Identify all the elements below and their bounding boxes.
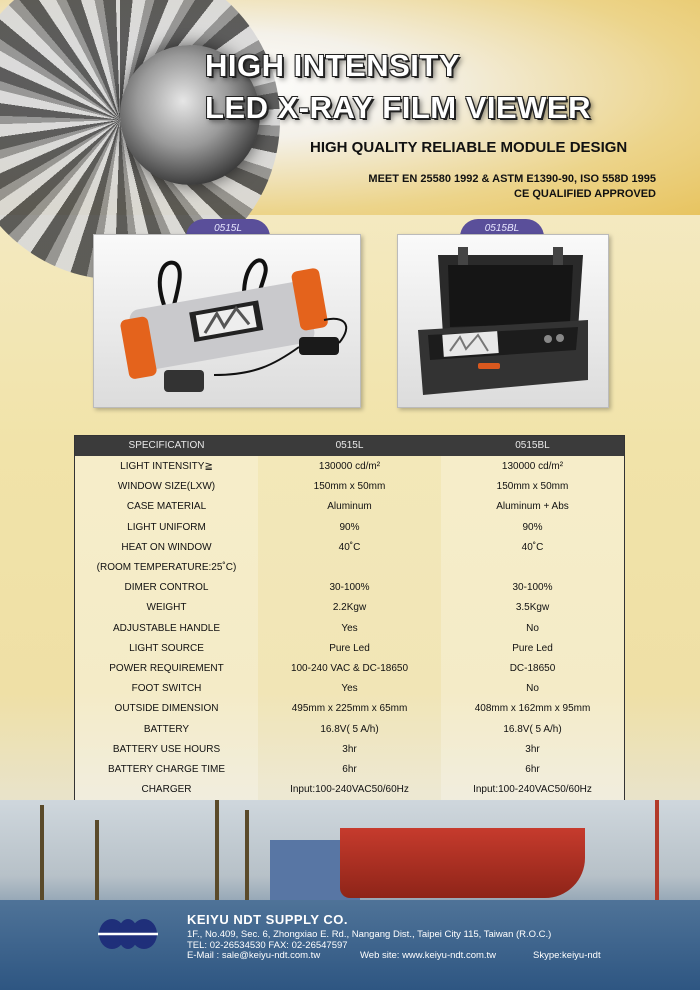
spec-0515bl-cell: 40˚C (521, 541, 544, 553)
spec-0515l-cell: Aluminum (327, 501, 372, 513)
spec-label-cell: CASE MATERIAL (126, 501, 207, 513)
spec-0515l-cell: 2.2Kgw (332, 602, 367, 614)
spec-table-row (75, 518, 624, 538)
spec-0515l-cell: 6hr (342, 764, 357, 775)
spec-table-row (75, 457, 624, 477)
spec-label-cell: CHARGER (141, 784, 192, 796)
spec-label-cell: FOOT SWITCH (131, 683, 202, 695)
spec-label-cell: POWER REQUIREMENT (109, 663, 224, 674)
spec-0515bl-cell: No (526, 683, 539, 695)
spec-table-row (75, 619, 624, 639)
spec-0515l-cell: Yes (341, 683, 358, 695)
spec-0515bl-cell: 408mm x 162mm x 95mm (474, 703, 591, 715)
spec-0515bl-cell: 150mm x 50mm (496, 481, 569, 493)
spec-0515l-cell: 40˚C (338, 541, 361, 553)
spec-0515bl-cell: DC-18650 (509, 663, 556, 674)
spec-label-cell: (ROOM TEMPERATURE:25˚C) (96, 562, 237, 573)
spec-table-row (75, 598, 624, 618)
spec-0515l-cell: Input:100-240VAC50/60Hz (290, 784, 409, 796)
company-address: 1F., No.409, Sec. 6, Zhongxiao E. Rd., Nangang Dist., Taipei City 115, Taiwan (R.O.C.) (187, 929, 552, 940)
spec-label-cell: WINDOW SIZE(LXW) (117, 481, 216, 493)
spec-0515bl-cell: Input:100-240VAC50/60Hz (473, 784, 592, 796)
spec-table-row (75, 639, 624, 659)
spec-table-row (75, 740, 624, 760)
spec-label-cell: BATTERY USE HOURS (112, 743, 221, 755)
spec-table-row (75, 699, 624, 719)
spec-table (74, 435, 625, 819)
spec-0515bl-cell: 16.8V( 5 A/h) (503, 723, 562, 735)
spec-table-row (75, 679, 624, 699)
spec-table-row (75, 780, 624, 800)
spec-label-cell: LIGHT SOURCE (129, 642, 204, 654)
spec-label-cell: BATTERY CHARGE TIME (107, 764, 226, 775)
spec-table-row (75, 720, 624, 740)
spec-label-cell: OUTSIDE DIMENSION (114, 703, 219, 715)
spec-table-header (75, 436, 624, 456)
spec-0515l-cell: 3hr (342, 743, 357, 755)
company-logo-icon (98, 915, 158, 953)
standards-line-2: CE QUALIFIED APPROVED (514, 188, 656, 200)
spec-table-row (75, 558, 624, 578)
spec-0515bl-cell: Pure Led (512, 642, 553, 654)
product-photo-0515l (93, 234, 361, 408)
spec-0515bl-cell: Aluminum + Abs (496, 501, 569, 513)
spec-table-row (75, 578, 624, 598)
spec-label-cell: HEAT ON WINDOW (121, 541, 212, 553)
title-line-2: LED X-RAY FILM VIEWER (205, 90, 591, 125)
spec-0515l-cell: Pure Led (329, 642, 370, 654)
spec-0515bl-cell: 3.5Kgw (515, 602, 550, 614)
spec-0515l-cell: 130000 cd/m² (318, 461, 381, 472)
spec-0515bl-cell: 3hr (525, 743, 540, 755)
spec-table-row (75, 760, 624, 780)
spec-label-cell: LIGHT UNIFORM (127, 521, 206, 533)
spec-0515l-cell: 495mm x 225mm x 65mm (291, 703, 408, 715)
spec-0515bl-cell: 6hr (525, 764, 540, 775)
standards-line-1: MEET EN 25580 1992 & ASTM E1390-90, ISO 558D 1995 (368, 173, 656, 185)
spec-0515bl-cell: 90% (522, 521, 543, 533)
spec-0515bl-cell: No (526, 622, 539, 634)
spec-table-row (75, 497, 624, 517)
spec-0515l-cell: Yes (341, 622, 358, 634)
product-photo-0515bl (397, 234, 609, 408)
company-tel-fax: TEL: 02-26534530 FAX: 02-26547597 (187, 940, 348, 951)
spec-0515l-cell: 16.8V( 5 A/h) (320, 723, 379, 735)
spec-label-cell: ADJUSTABLE HANDLE (112, 622, 221, 634)
product-tab-0515l: 0515L (186, 219, 270, 237)
spec-0515bl-cell: 30-100% (512, 582, 553, 594)
spec-0515l-cell: 90% (339, 521, 360, 533)
company-skype: Skype:keiyu-ndt (533, 950, 601, 961)
spec-label-cell: BATTERY (143, 723, 190, 735)
hero-banner (0, 0, 700, 215)
title-line-1: HIGH INTENSITY (205, 48, 461, 83)
company-name: KEIYU NDT SUPPLY CO. (187, 912, 348, 927)
spec-label-cell: LIGHT INTENSITY≧ (120, 461, 213, 472)
spec-table-row (75, 659, 624, 679)
product-tab-0515bl: 0515BL (460, 219, 544, 237)
subtitle: HIGH QUALITY RELIABLE MODULE DESIGN (310, 139, 628, 156)
spec-0515l-cell: 30-100% (329, 582, 370, 594)
spec-table-row (75, 538, 624, 558)
spec-label-cell: DIMER CONTROL (124, 582, 209, 594)
harbor-image (0, 800, 700, 990)
company-email: E-Mail : sale@keiyu-ndt.com.tw (187, 950, 321, 961)
spec-0515l-cell: 150mm x 50mm (313, 481, 386, 493)
spec-table-row (75, 477, 624, 497)
spec-0515bl-cell: 130000 cd/m² (501, 461, 564, 472)
spec-0515l-cell: 100-240 VAC & DC-18650 (290, 663, 409, 674)
header-0515l: 0515L (335, 440, 364, 451)
spec-label-cell: WEIGHT (146, 602, 187, 614)
header-0515bl: 0515BL (515, 440, 550, 451)
company-website: Web site: www.keiyu-ndt.com.tw (360, 950, 497, 961)
header-specification: SPECIFICATION (128, 440, 205, 451)
